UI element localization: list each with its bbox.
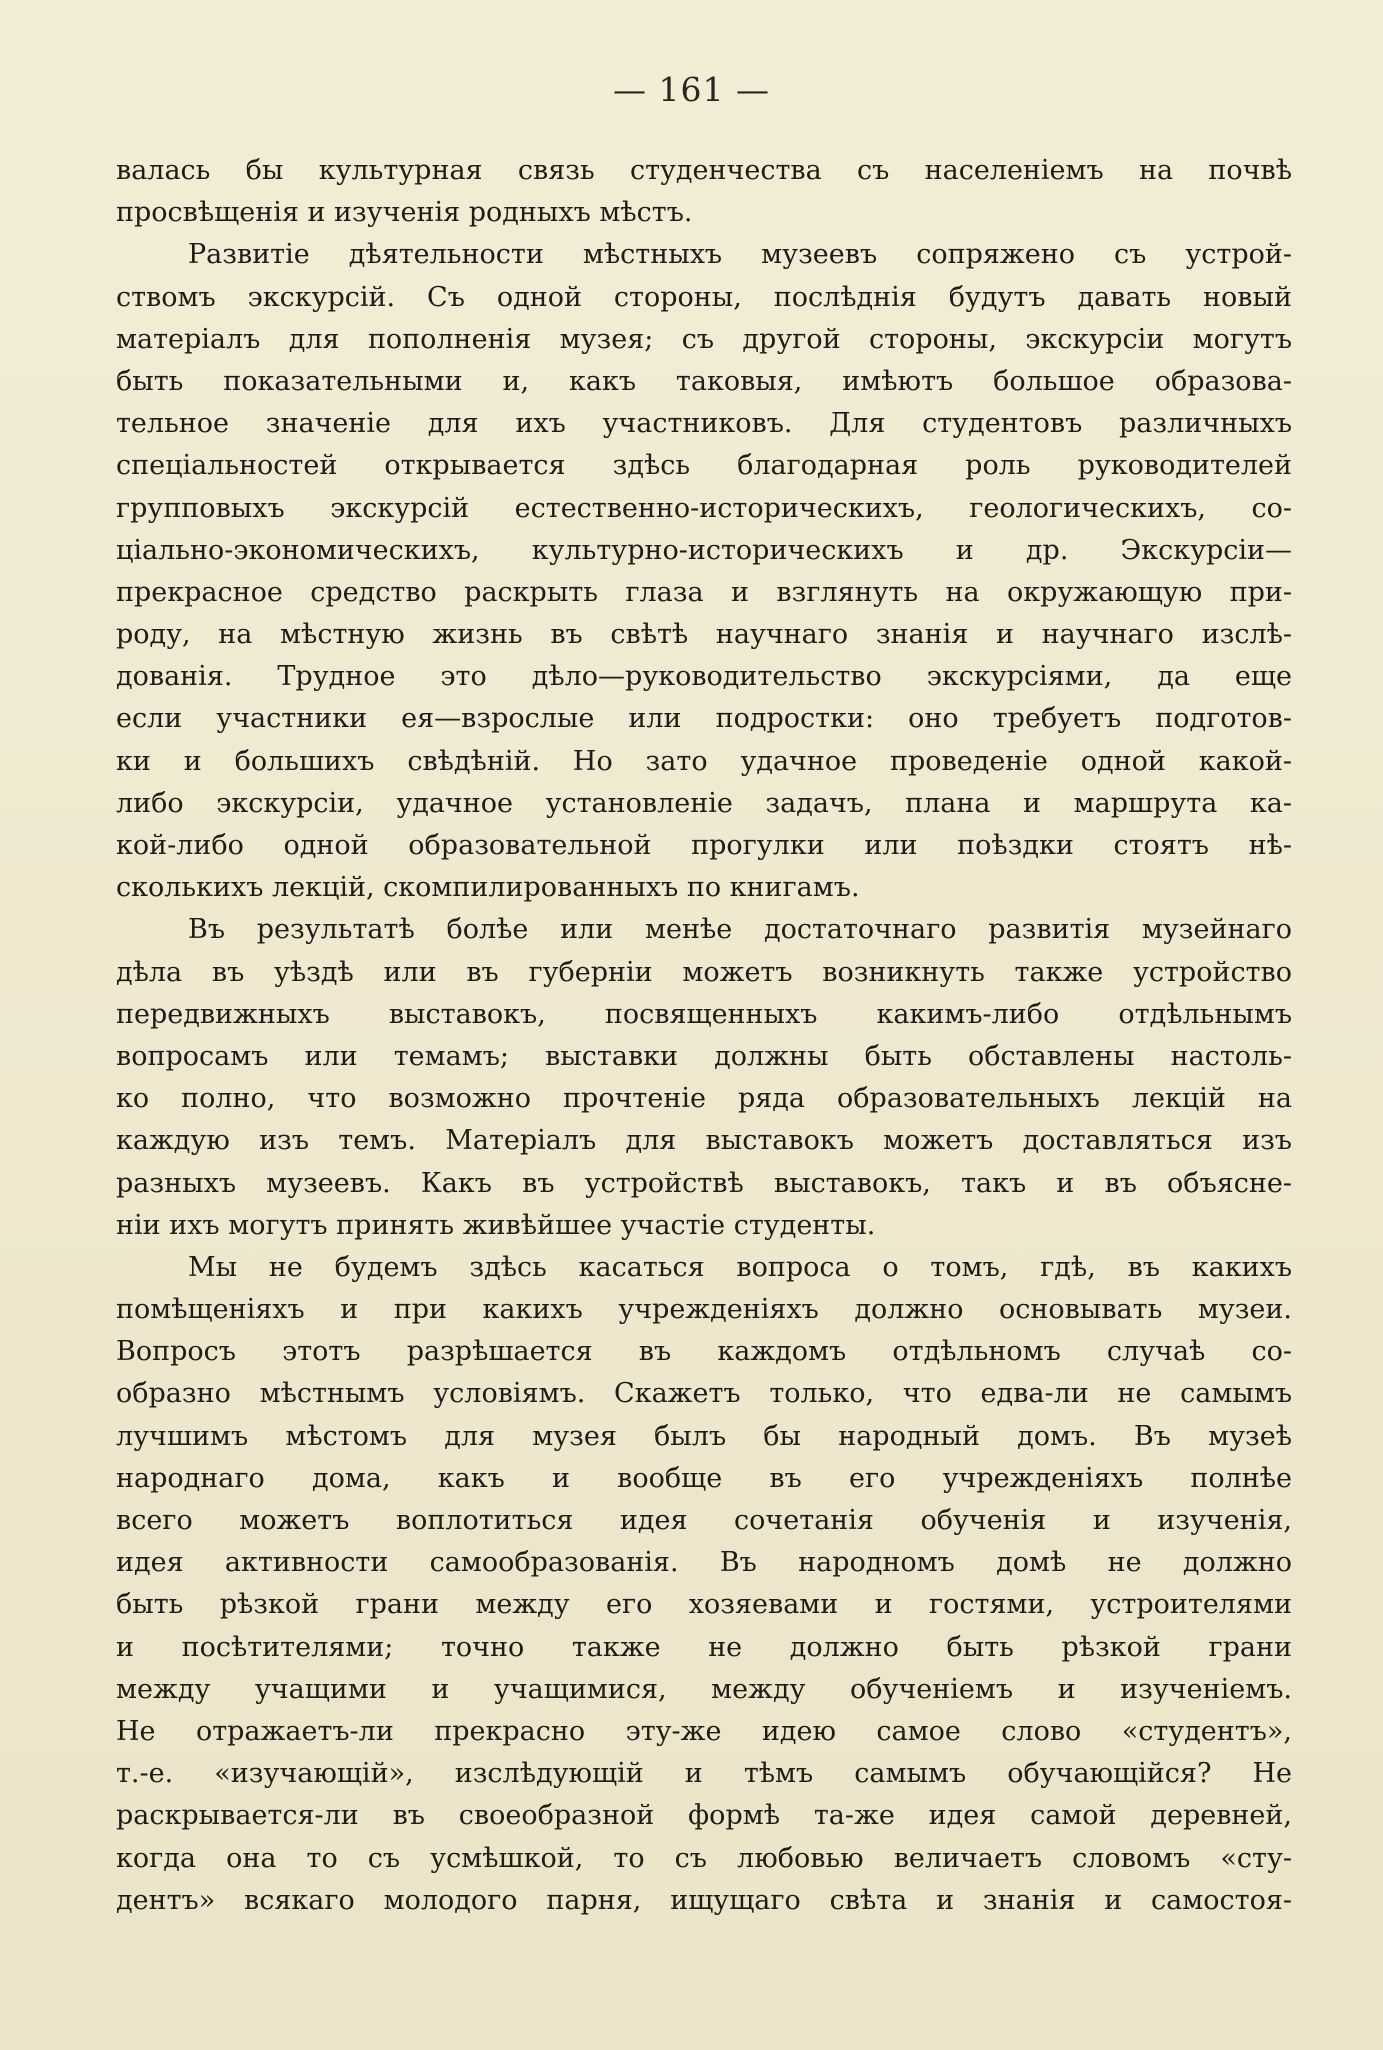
text-line: дентъ» всякаго молодого парня, ищущаго свѣта и знанія и самостоя- <box>116 1884 1292 1916</box>
page-number: — 161 — <box>613 70 770 109</box>
text-line: роду, на мѣстную жизнь въ свѣтѣ научнаго знанія и научнаго изслѣ- <box>116 619 1292 651</box>
text-line: быть рѣзкой грани между его хозяевами и гостями, устроителями <box>116 1589 1292 1621</box>
text-line: идея активности самообразованія. Въ народномъ домѣ не должно <box>116 1547 1292 1579</box>
text-line: раскрывается-ли въ своеобразной формѣ та-же идея самой деревней, <box>116 1800 1292 1832</box>
text-line: Не отражаетъ-ли прекрасно эту-же идею самое слово «студентъ», <box>116 1715 1292 1747</box>
text-line: образно мѣстнымъ условіямъ. Скажетъ только, что едва-ли не самымъ <box>116 1378 1292 1410</box>
text-line: либо экскурсіи, удачное установленіе задачъ, плана и маршрута ка- <box>116 787 1292 819</box>
text-line: вопросамъ или темамъ; выставки должны быть обставлены настоль- <box>116 1040 1292 1072</box>
text-line: спеціальностей открывается здѣсь благодарная роль руководителей <box>116 450 1292 482</box>
text-line: Вопросъ этотъ разрѣшается въ каждомъ отдѣльномъ случаѣ со- <box>116 1336 1292 1368</box>
text-line: когда она то съ усмѣшкой, то съ любовью величаетъ словомъ «сту- <box>116 1842 1292 1874</box>
paragraph-start-line: Въ результатѣ болѣе или менѣе достаточнаго развитія музейнаго <box>188 914 1292 946</box>
text-line: помѣщеніяхъ и при какихъ учрежденіяхъ должно основывать музеи. <box>116 1294 1292 1326</box>
text-line: дованія. Трудное это дѣло—руководительство экскурсіями, да еще <box>116 661 1292 693</box>
text-line: быть показательными и, какъ таковыя, имѣютъ большое образова- <box>116 365 1292 397</box>
paragraph-start-line: Мы не будемъ здѣсь касаться вопроса о томъ, гдѣ, въ какихъ <box>188 1251 1292 1283</box>
text-line: ціально-экономическихъ, культурно-историческихъ и др. Экскурсіи— <box>116 534 1292 566</box>
text-line: сколькихъ лекцій, скомпилированныхъ по книгамъ. <box>116 872 860 904</box>
text-line: дѣла въ уѣздѣ или въ губерніи можетъ возникнуть также устройство <box>116 956 1292 988</box>
text-line: тельное значеніе для ихъ участниковъ. Для студентовъ различныхъ <box>116 408 1292 440</box>
paragraph-start-line: Развитіе дѣятельности мѣстныхъ музеевъ сопряжено съ устрой- <box>188 239 1292 271</box>
text-line: ствомъ экскурсій. Съ одной стороны, послѣднія будутъ давать новый <box>116 281 1292 313</box>
text-line: если участники ея—взрослые или подростки: оно требуетъ подготов- <box>116 703 1292 735</box>
text-line: между учащими и учащимися, между обученіемъ и изученіемъ. <box>116 1673 1292 1705</box>
text-line: ко полно, что возможно прочтеніе ряда образовательныхъ лекцій на <box>116 1083 1292 1115</box>
text-line: просвѣщенія и изученія родныхъ мѣстъ. <box>116 197 693 229</box>
text-line: матеріалъ для пополненія музея; съ другой стороны, экскурсіи могутъ <box>116 323 1292 355</box>
text-line: кой-либо одной образовательной прогулки или поѣздки стоятъ нѣ- <box>116 830 1292 861</box>
text-line: и посѣтителями; точно также не должно быть рѣзкой грани <box>116 1631 1292 1663</box>
text-line: прекрасное средство раскрыть глаза и взглянуть на окружающую при- <box>116 576 1292 608</box>
text-line: валась бы культурная связь студенчества съ населеніемъ на почвѣ <box>116 155 1292 186</box>
text-line: ніи ихъ могутъ принять живѣйшее участіе студенты. <box>116 1209 876 1241</box>
text-line: разныхъ музеевъ. Какъ въ устройствѣ выставокъ, такъ и въ объясне- <box>116 1167 1292 1199</box>
text-line: всего можетъ воплотиться идея сочетанія обученія и изученія, <box>116 1505 1292 1536</box>
text-line: каждую изъ темъ. Матеріалъ для выставокъ можетъ доставляться изъ <box>116 1125 1292 1157</box>
text-line: народнаго дома, какъ и вообще въ его учрежденіяхъ полнѣе <box>116 1462 1292 1494</box>
text-line: передвижныхъ выставокъ, посвященныхъ какимъ-либо отдѣльнымъ <box>116 998 1292 1030</box>
body-text <box>116 150 1292 1922</box>
text-line: ки и большихъ свѣдѣній. Но зато удачное проведеніе одной какой- <box>116 745 1292 777</box>
text-line: т.-е. «изучающій», изслѣдующій и тѣмъ самымъ обучающійся? Не <box>116 1758 1292 1790</box>
text-line: групповыхъ экскурсій естественно-историческихъ, геологическихъ, со- <box>116 492 1292 524</box>
text-line: лучшимъ мѣстомъ для музея былъ бы народный домъ. Въ музеѣ <box>116 1420 1292 1452</box>
